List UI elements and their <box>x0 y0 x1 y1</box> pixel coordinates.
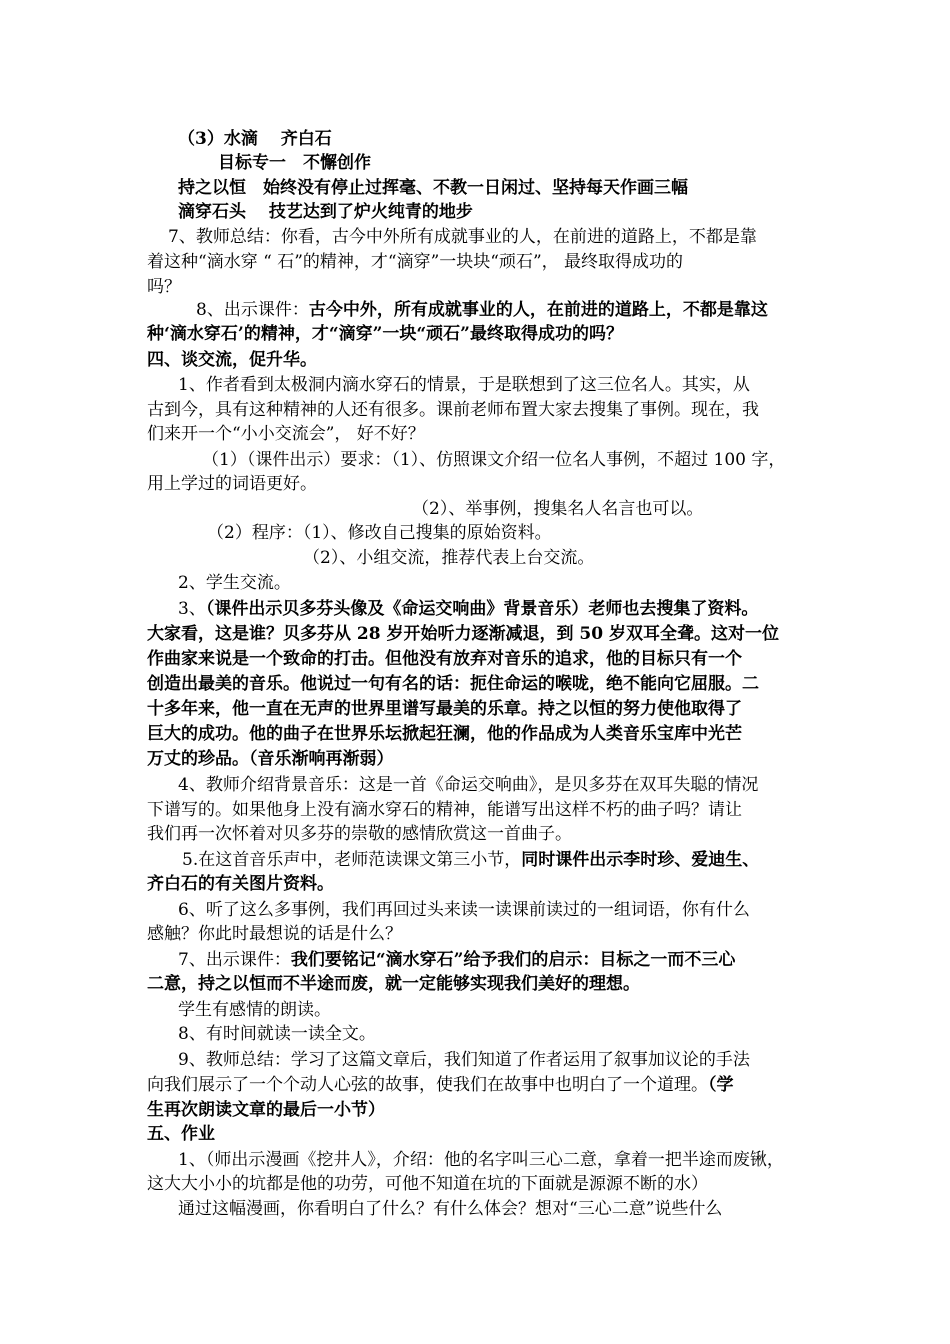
bold-text: 滴穿石头 技艺达到了炉火纯青的地步 <box>178 202 473 222</box>
text-line <box>412 497 703 521</box>
text-line <box>178 998 331 1022</box>
text-line <box>303 546 594 570</box>
text-line <box>147 398 759 422</box>
text-line <box>178 176 688 200</box>
text-span: 7、教师总结：你看，古今中外所有成就事业的人，在前进的道路上，不都是靠 <box>168 227 757 247</box>
bold-text: 作曲家来说是一个致命的打击。但他没有放弃对音乐的追求，他的目标只有一个 <box>147 649 742 669</box>
text-span: 们来开一个“小小交流会”， 好不好？ <box>147 424 425 444</box>
text-span: 我们再一次怀着对贝多芬的崇敬的感情欣赏这一首曲子。 <box>147 824 572 844</box>
text-line <box>147 872 334 896</box>
text-line <box>196 298 768 322</box>
text-span: 用上学过的词语更好。 <box>147 474 317 494</box>
text-line <box>147 1122 215 1146</box>
text-span: 下谱写的。如果他身上没有滴水穿石的精神，能谱写出这样不朽的曲子吗？请让 <box>147 800 742 820</box>
text-span: 着这种“滴水穿 “ 石”的精神，才“滴穿”一块块“顽石”， 最终取得成功的 <box>147 252 684 272</box>
text-span: 4、教师介绍背景音乐：这是一首《命运交响曲》，是贝多芬在双耳失聪的情况 <box>178 775 759 795</box>
text-line <box>178 1148 784 1172</box>
text-span: 7、出示课件： <box>178 950 291 970</box>
text-span: 9、教师总结：学习了这篇文章后，我们知道了作者运用了叙事加议论的手法 <box>178 1050 750 1070</box>
text-line <box>147 1172 708 1196</box>
bold-text: 创造出最美的音乐。他说过一句有名的话：扼住命运的喉咙，绝不能向它屈服。二 <box>147 674 759 694</box>
text-line <box>182 848 759 872</box>
text-line <box>147 697 742 721</box>
bold-text: 齐白石的有关图片资料。 <box>147 874 334 894</box>
text-line <box>207 521 552 545</box>
bold-text: 同时课件出示李时珍、爱迪生、 <box>521 850 760 870</box>
bold-text: 生再次朗读文章的最后一小节） <box>147 1100 385 1120</box>
text-line <box>147 250 683 274</box>
text-span: 5.在这首音乐声中，老师范读课文第三小节， <box>182 850 522 870</box>
text-line <box>178 127 332 151</box>
bold-text: 四、谈交流，促升华。 <box>147 350 317 370</box>
text-line <box>178 373 750 397</box>
text-span: 学生有感情的朗读。 <box>178 1000 331 1020</box>
text-line <box>178 1022 376 1046</box>
text-line <box>147 722 742 746</box>
text-line <box>218 151 371 175</box>
bold-text: 二意，持之以恒而不半途而废，就一定能够实现我们美好的理想。 <box>147 974 640 994</box>
text-line <box>147 348 317 372</box>
text-line <box>202 448 785 472</box>
bold-text: 巨大的成功。他的曲子在世界乐坛掀起狂澜，他的作品成为人类音乐宝库中光芒 <box>147 724 742 744</box>
text-line <box>178 1197 722 1221</box>
bold-text: 持之以恒 始终没有停止过挥毫、不教一日闲过、坚持每天作画三幅 <box>178 178 688 198</box>
text-line <box>147 622 779 646</box>
bold-text: 十多年来，他一直在无声的世界里谱写最美的乐章。持之以恒的努力使他取得了 <box>147 699 742 719</box>
text-line <box>147 798 742 822</box>
text-line <box>147 322 623 346</box>
text-line <box>178 571 291 595</box>
text-span: 通过这幅漫画，你看明白了什么？有什么体会？想对“三心二意”说些什么 <box>178 1199 723 1219</box>
text-line <box>147 1098 385 1122</box>
text-line <box>178 200 473 224</box>
text-line <box>178 597 758 621</box>
text-line <box>147 275 181 299</box>
text-span: （2）、小组交流，推荐代表上台交流。 <box>303 548 595 568</box>
text-span: 这大大小小的坑都是他的功劳，可他不知道在坑的下面就是源源不断的水） <box>147 1174 708 1194</box>
text-span: 古到今，具有这种精神的人还有很多。课前老师布置大家去搜集了事例。现在，我 <box>147 400 759 420</box>
text-span: 6、听了这么多事例，我们再回过头来读一读课前读过的一组词语，你有什么 <box>178 900 750 920</box>
text-line <box>147 647 742 671</box>
text-span: 感触？你此时最想说的话是什么？ <box>147 924 402 944</box>
text-span: （1）（课件出示）要求：（1）、仿照课文介绍一位名人事例，不超过 100 字， <box>202 450 786 470</box>
bold-text: 我们要铭记“滴水穿石”给予我们的启示：目标之一而不三心 <box>290 950 736 970</box>
text-line <box>147 822 572 846</box>
text-span: 8、出示课件： <box>196 300 309 320</box>
bold-text: 古今中外，所有成就事业的人，在前进的道路上，不都是靠这 <box>308 300 768 320</box>
text-line <box>178 898 750 922</box>
bold-text: （3）水滴 齐白石 <box>178 129 332 149</box>
text-line <box>147 747 394 771</box>
bold-text: （学 <box>708 1075 734 1095</box>
text-line <box>147 422 425 446</box>
text-line <box>168 225 757 249</box>
text-line <box>178 773 758 797</box>
text-line <box>147 1073 734 1097</box>
bold-text: 目标专一 不懈创作 <box>218 153 371 173</box>
text-line <box>178 948 735 972</box>
text-span: （2）程序：（1）、修改自己搜集的原始资料。 <box>207 523 552 543</box>
text-span: 2、学生交流。 <box>178 573 291 593</box>
text-line <box>147 972 640 996</box>
bold-text: 种‘滴水穿石’的精神，才“滴穿”一块“顽石”最终取得成功的吗？ <box>147 324 623 344</box>
text-span: 吗？ <box>147 277 181 297</box>
text-line <box>147 472 317 496</box>
text-span: 向我们展示了一个个动人心弦的故事，使我们在故事中也明白了一个道理。 <box>147 1075 708 1095</box>
bold-text: （课件出示贝多芬头像及《命运交响曲》背景音乐）老师也去搜集了资料。 <box>205 599 759 619</box>
text-span: 8、有时间就读一读全文。 <box>178 1024 376 1044</box>
text-span: （2）、举事例，搜集名人名言也可以。 <box>412 499 704 519</box>
text-span: 1、（师出示漫画《挖井人》，介绍：他的名字叫三心二意，拿着一把半途而废锹， <box>178 1150 784 1170</box>
text-span: 1、作者看到太极洞内滴水穿石的情景，于是联想到了这三位名人。其实，从 <box>178 375 750 395</box>
text-line <box>147 672 759 696</box>
text-line <box>147 922 402 946</box>
bold-text: 五、作业 <box>147 1124 215 1144</box>
bold-text: 万丈的珍品。（音乐渐响再渐弱） <box>147 749 394 769</box>
bold-text: 大家看，这是谁？贝多芬从 28 岁开始听力逐渐减退，到 50 岁双耳全聋。这对一位 <box>147 624 779 644</box>
text-span: 3、 <box>178 599 206 619</box>
text-line <box>178 1048 750 1072</box>
